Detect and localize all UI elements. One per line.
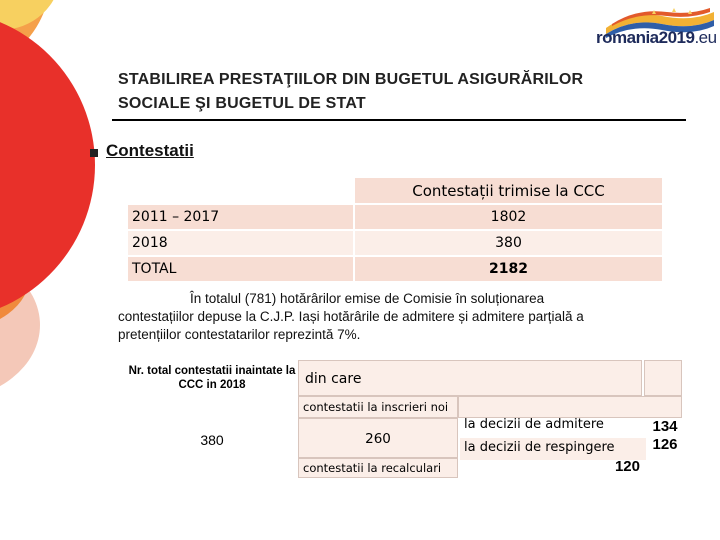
din-care-label: din care	[305, 371, 362, 387]
total-contestatii-value: 380	[128, 418, 296, 478]
slide-title	[118, 68, 688, 116]
row-label: 2011 – 2017	[128, 204, 354, 230]
din-care-cell	[298, 360, 642, 396]
total-contestatii-label: Nr. total contestatii inaintate la CCC in 2018	[128, 360, 296, 396]
title-divider	[112, 119, 686, 121]
table-row	[128, 204, 662, 230]
respingere-value: 126	[652, 436, 678, 453]
breakdown-table	[128, 360, 682, 480]
recalculari-value: 120	[614, 458, 640, 475]
inscrieri-value: 260	[298, 418, 458, 458]
table-column-header: Contestații trimise la CCC	[354, 178, 662, 204]
slide-title-line-2: SOCIALE ŞI BUGETUL DE STAT	[118, 95, 366, 112]
row-value: 380	[354, 230, 662, 256]
bullet-square-icon	[90, 149, 98, 157]
row-value: 1802	[354, 204, 662, 230]
row-label: TOTAL	[128, 256, 354, 282]
inscrieri-label: contestatii la inscrieri noi	[298, 396, 458, 418]
table-header-row	[128, 178, 662, 204]
table-header-blank	[128, 178, 354, 204]
paragraph-line-2: contestațiilor depuse la C.J.P. Iași hotărârile de admitere și admitere parțială a	[118, 309, 584, 324]
logo-brand: romania2019	[596, 28, 695, 47]
paragraph-line-3: pretențiilor contestatarilor reprezintă 7%.	[118, 327, 361, 342]
slide-title-line-1: STABILIREA PRESTAŢIILOR DIN BUGETUL ASIGURĂRILOR	[118, 71, 584, 88]
table-row	[128, 230, 662, 256]
admitere-label: la decizii de admitere	[464, 417, 604, 432]
respingere-label: la decizii de respingere	[460, 438, 646, 460]
row-value: 2182	[354, 256, 662, 282]
blank-cell	[644, 360, 682, 396]
decorative-red-circle	[0, 10, 95, 320]
contestatii-table	[128, 178, 662, 283]
paragraph-line-1: În totalul (781) hotărârilor emise de Comisie în soluționarea	[190, 291, 545, 306]
summary-paragraph	[118, 290, 688, 344]
logo-domain: .eu	[694, 28, 717, 47]
row-label: 2018	[128, 230, 354, 256]
admitere-value: 134	[652, 418, 678, 435]
recalculari-label: contestatii la recalculari	[298, 458, 458, 478]
section-heading: Contestatii	[106, 141, 194, 160]
logo-text	[596, 28, 717, 48]
decision-values	[648, 418, 682, 458]
table-row-total	[128, 256, 662, 282]
